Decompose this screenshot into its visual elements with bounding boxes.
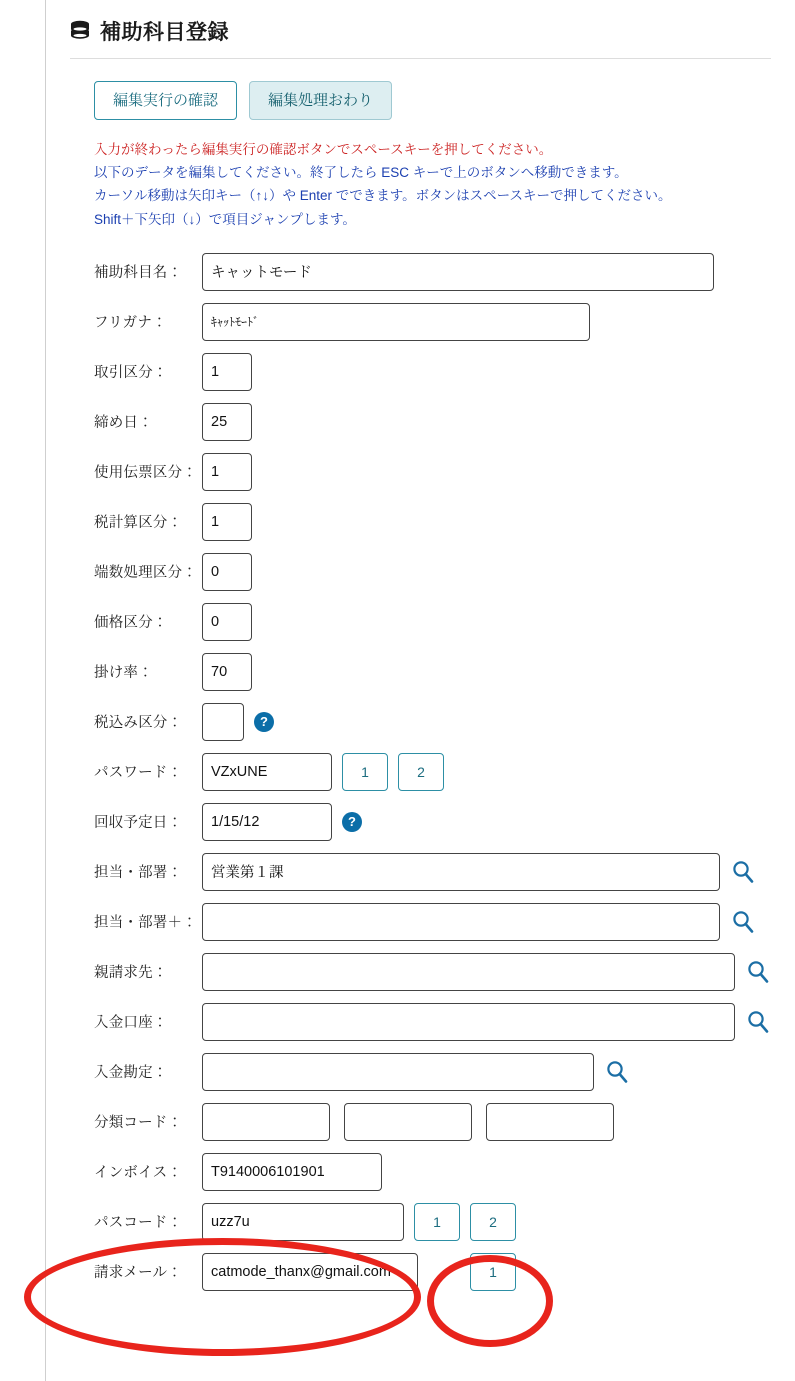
row-passcode — [94, 1197, 771, 1247]
label-furigana: フリガナ： — [94, 315, 167, 332]
row-bunrui-code — [94, 1097, 771, 1147]
nyukin-kanjo-input[interactable] — [202, 1053, 594, 1091]
label-hasu-shori-kubun: 端数処理区分： — [94, 565, 197, 582]
seikyu-mail-button-1[interactable]: 1 — [470, 1253, 516, 1291]
shimebi-input[interactable] — [202, 403, 252, 441]
hasu-shori-kubun-input[interactable] — [202, 553, 252, 591]
label-oya-seikyusaki: 親請求先： — [94, 965, 168, 982]
label-invoice: インボイス： — [94, 1165, 183, 1182]
label-name: 補助科目名： — [94, 265, 183, 282]
search-icon-nyukin-koza[interactable] — [745, 1009, 771, 1035]
row-torihiki-kubun — [94, 347, 771, 397]
invoice-input[interactable] — [202, 1153, 382, 1191]
main-content — [46, 0, 795, 1381]
row-denpyo-kubun — [94, 447, 771, 497]
zei-keisan-kubun-input[interactable] — [202, 503, 252, 541]
page-header — [70, 0, 771, 59]
furigana-input[interactable] — [202, 303, 590, 341]
bunrui-code-input-2[interactable] — [344, 1103, 472, 1141]
row-zeikomi-kubun — [94, 697, 771, 747]
name-input[interactable] — [202, 253, 714, 291]
tanto-busho-input[interactable] — [202, 853, 720, 891]
bunrui-code-input-3[interactable] — [486, 1103, 614, 1141]
search-icon-tanto-busho-plus[interactable] — [730, 909, 756, 935]
label-kakeritsu: 掛け率： — [94, 665, 153, 682]
label-seikyu-mail: 請求メール： — [94, 1265, 182, 1282]
row-nyukin-koza — [94, 997, 771, 1047]
oya-seikyusaki-input[interactable] — [202, 953, 735, 991]
label-password: パスワード： — [94, 765, 183, 782]
nyukin-koza-input[interactable] — [202, 1003, 735, 1041]
registration-form — [94, 247, 771, 1327]
label-shimebi: 締め日： — [94, 415, 153, 432]
label-zei-keisan-kubun: 税計算区分： — [94, 515, 183, 532]
label-nyukin-koza: 入金口座： — [94, 1015, 168, 1032]
row-invoice — [94, 1147, 771, 1197]
passcode-button-2[interactable]: 2 — [470, 1203, 516, 1241]
help-icon-zeikomi[interactable]: ? — [254, 712, 274, 732]
row-kakaku-kubun — [94, 597, 771, 647]
password-input[interactable] — [202, 753, 332, 791]
label-kakaku-kubun: 価格区分： — [94, 615, 168, 632]
search-icon-oya-seikyusaki[interactable] — [745, 959, 771, 985]
denpyo-kubun-input[interactable] — [202, 453, 252, 491]
row-oya-seikyusaki — [94, 947, 771, 997]
instruction-line-1: 入力が終わったら編集実行の確認ボタンでスペースキーを押してください。 — [94, 142, 553, 157]
toolbar — [94, 81, 771, 120]
row-name — [94, 247, 771, 297]
row-seikyu-mail — [94, 1247, 771, 1297]
row-nyukin-kanjo — [94, 1047, 771, 1097]
row-kakeritsu — [94, 647, 771, 697]
torihiki-kubun-input[interactable] — [202, 353, 252, 391]
database-icon — [70, 20, 90, 42]
label-bunrui-code: 分類コード： — [94, 1115, 183, 1132]
tanto-busho-plus-input[interactable] — [202, 903, 720, 941]
search-icon-nyukin-kanjo[interactable] — [604, 1059, 630, 1085]
label-passcode: パスコード： — [94, 1215, 183, 1232]
confirm-edit-button[interactable]: 編集実行の確認 — [94, 81, 237, 120]
label-zeikomi-kubun: 税込み区分： — [94, 715, 183, 732]
form-bottom-spacer — [94, 1297, 771, 1327]
label-torihiki-kubun: 取引区分： — [94, 365, 168, 382]
instruction-line-3: カーソル移動は矢印キー（↑↓）や Enter でできます。ボタンはスペースキーで押してください。 — [94, 188, 672, 204]
search-icon-tanto-busho[interactable] — [730, 859, 756, 885]
bunrui-code-input-1[interactable] — [202, 1103, 330, 1141]
password-button-2[interactable]: 2 — [398, 753, 444, 791]
row-password — [94, 747, 771, 797]
label-tanto-busho-plus: 担当・部署＋： — [94, 915, 197, 932]
kaishu-yoteibi-input[interactable] — [202, 803, 332, 841]
row-furigana — [94, 297, 771, 347]
label-denpyo-kubun: 使用伝票区分： — [94, 465, 197, 482]
row-kaishu-yoteibi — [94, 797, 771, 847]
instructions-block — [94, 138, 771, 231]
row-hasu-shori-kubun — [94, 547, 771, 597]
finish-edit-button[interactable]: 編集処理おわり — [249, 81, 392, 120]
password-button-1[interactable]: 1 — [342, 753, 388, 791]
left-gutter — [0, 0, 46, 1381]
row-tanto-busho-plus — [94, 897, 771, 947]
passcode-input[interactable] — [202, 1203, 404, 1241]
zeikomi-kubun-input[interactable] — [202, 703, 244, 741]
row-tanto-busho — [94, 847, 771, 897]
row-zei-keisan-kubun — [94, 497, 771, 547]
label-nyukin-kanjo: 入金勘定： — [94, 1065, 168, 1082]
kakaku-kubun-input[interactable] — [202, 603, 252, 641]
help-icon-kaishu[interactable]: ? — [342, 812, 362, 832]
passcode-button-1[interactable]: 1 — [414, 1203, 460, 1241]
seikyu-mail-input[interactable] — [202, 1253, 418, 1291]
label-kaishu-yoteibi: 回収予定日： — [94, 815, 183, 832]
instruction-line-4: Shift＋下矢印（↓）で項目ジャンプします。 — [94, 211, 356, 227]
instruction-line-2: 以下のデータを編集してください。終了したら ESC キーで上のボタンへ移動できます。 — [94, 165, 628, 181]
page-title: 補助科目登録 — [100, 21, 229, 44]
row-shimebi — [94, 397, 771, 447]
kakeritsu-input[interactable] — [202, 653, 252, 691]
label-tanto-busho: 担当・部署： — [94, 865, 183, 882]
